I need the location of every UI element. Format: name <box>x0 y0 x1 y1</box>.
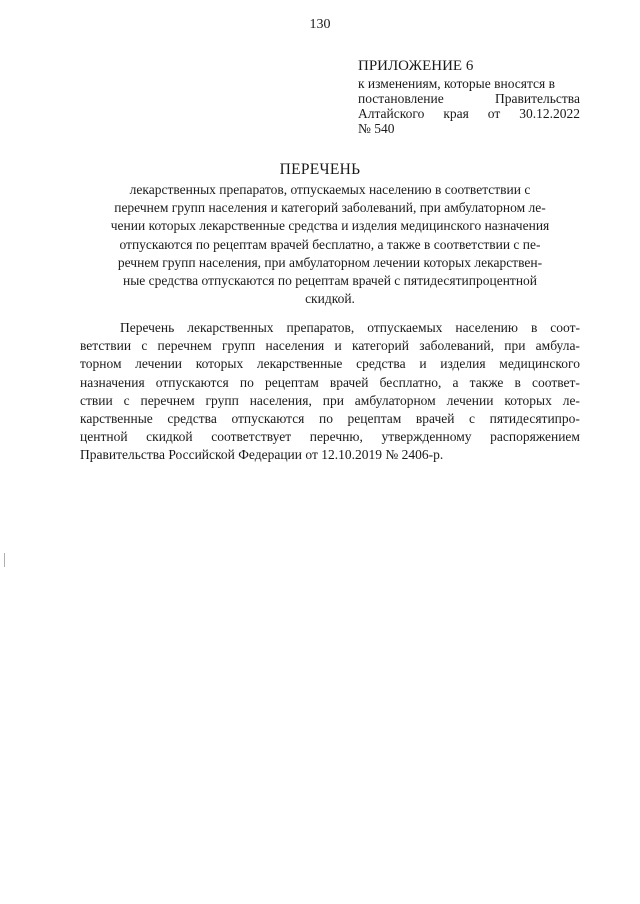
body-word: с <box>141 338 148 354</box>
body-word: населению <box>455 320 518 335</box>
body-word: ле- <box>562 392 580 408</box>
body-word: при <box>504 338 526 354</box>
subtitle-line: чении которых лекарственные средства и изделия медицинского назначения <box>110 218 550 234</box>
body-line <box>80 337 580 355</box>
body-word: лечении <box>446 392 494 408</box>
body-word: бесплатно, <box>379 374 442 390</box>
body-word: населения, <box>249 392 312 408</box>
subtitle-line: скидкой. <box>305 291 355 307</box>
appendix-word: Алтайского <box>358 106 425 121</box>
body-line <box>80 355 580 373</box>
body-word: соот- <box>550 320 580 335</box>
body-word: а <box>452 374 459 390</box>
body-word: торном <box>80 356 122 372</box>
body-word: отпускаемых <box>367 320 443 335</box>
body-word: которых <box>504 392 552 408</box>
body-word: карственные <box>80 411 153 427</box>
body-word: соответ- <box>532 374 580 390</box>
body-word: населения <box>265 338 325 354</box>
body-word: рецептам <box>347 411 402 427</box>
body-word: лечении <box>135 356 183 372</box>
body-word: которых <box>195 356 244 372</box>
body-word: рецептам <box>264 374 319 390</box>
appendix-line-3 <box>358 106 580 121</box>
body-word: с <box>123 392 130 408</box>
subtitle-line: ные средства отпускаются по рецептам врачей с пятидесятипроцентной <box>122 273 538 289</box>
body-word: изделия <box>440 356 486 372</box>
body-word: и <box>419 356 427 372</box>
page-number: 130 <box>309 17 331 32</box>
body-word: в <box>514 374 521 390</box>
body-word: средства <box>356 356 406 372</box>
body-word: отпускаются <box>155 374 229 390</box>
body-word: перечнем <box>157 338 212 354</box>
body-line <box>80 392 580 410</box>
body-word: заболеваний, <box>419 338 494 354</box>
body-word: врачей <box>415 411 455 427</box>
body-word: средства <box>167 411 217 427</box>
body-word: лекарственных <box>187 320 274 335</box>
body-word: групп <box>205 392 239 408</box>
appendix-word: постановление <box>358 91 444 106</box>
appendix-word: Правительства <box>495 91 580 106</box>
document-title: ПЕРЕЧЕНЬ <box>279 161 361 178</box>
body-word: утвержденному <box>381 429 472 445</box>
appendix-word: от <box>487 106 501 121</box>
body-word: пятидесятипро- <box>489 411 580 427</box>
body-paragraph <box>80 319 580 465</box>
body-word: амбула- <box>535 338 580 354</box>
body-word: амбулаторном <box>354 392 436 408</box>
appendix-title: ПРИЛОЖЕНИЕ 6 <box>358 58 474 74</box>
body-word: в <box>530 320 538 335</box>
body-word: распоряжением <box>490 429 580 445</box>
subtitle-line: отпускаются по рецептам врачей бесплатно, а также в соответствии с пе- <box>119 236 541 252</box>
subtitle-line: речнем групп населения, при амбулаторном лечении которых лекарствен- <box>117 254 543 270</box>
body-word: по <box>239 374 254 390</box>
body-word: Перечень <box>120 320 175 335</box>
subtitle-line: перечнем групп населения и категорий заболеваний, при амбулаторном ле- <box>114 200 546 216</box>
body-word: скидкой <box>146 429 193 445</box>
body-word: по <box>318 411 333 427</box>
body-word: врачей <box>329 374 369 390</box>
body-line <box>80 319 580 337</box>
body-word: при <box>322 392 344 408</box>
body-word: перечню, <box>309 429 363 445</box>
body-word: и <box>334 338 342 354</box>
body-word: соответствует <box>211 429 292 445</box>
body-word: назначения <box>80 374 145 390</box>
appendix-word: края <box>443 106 469 121</box>
body-word: перечнем <box>140 392 195 408</box>
document-subtitle <box>70 181 590 308</box>
body-word: также <box>469 374 504 390</box>
appendix-line-4: № 540 <box>358 121 395 136</box>
body-word: препаратов, <box>286 320 355 335</box>
body-word: медицинского <box>499 356 580 372</box>
body-line: Правительства Российской Федерации от 12.10.2019 № 2406-р. <box>80 447 444 463</box>
body-word: групп <box>221 338 256 354</box>
body-word: ствии <box>80 392 113 408</box>
appendix-line-1: к изменениям, которые вносятся в <box>358 76 556 91</box>
body-line <box>80 410 580 428</box>
body-line <box>80 428 580 446</box>
subtitle-line: лекарственных препаратов, отпускаемых населению в соответствии с <box>129 182 531 197</box>
body-word: лекарственные <box>256 356 343 372</box>
body-word: центной <box>80 429 128 445</box>
appendix-header <box>358 58 580 136</box>
body-word: отпускаются <box>231 411 305 427</box>
body-word: с <box>469 411 476 427</box>
appendix-word: 30.12.2022 <box>519 106 580 121</box>
body-word: ветствии <box>80 338 132 354</box>
body-line <box>80 374 580 392</box>
margin-mark <box>4 553 5 567</box>
body-word: категорий <box>351 338 410 354</box>
appendix-line-2 <box>358 91 580 106</box>
